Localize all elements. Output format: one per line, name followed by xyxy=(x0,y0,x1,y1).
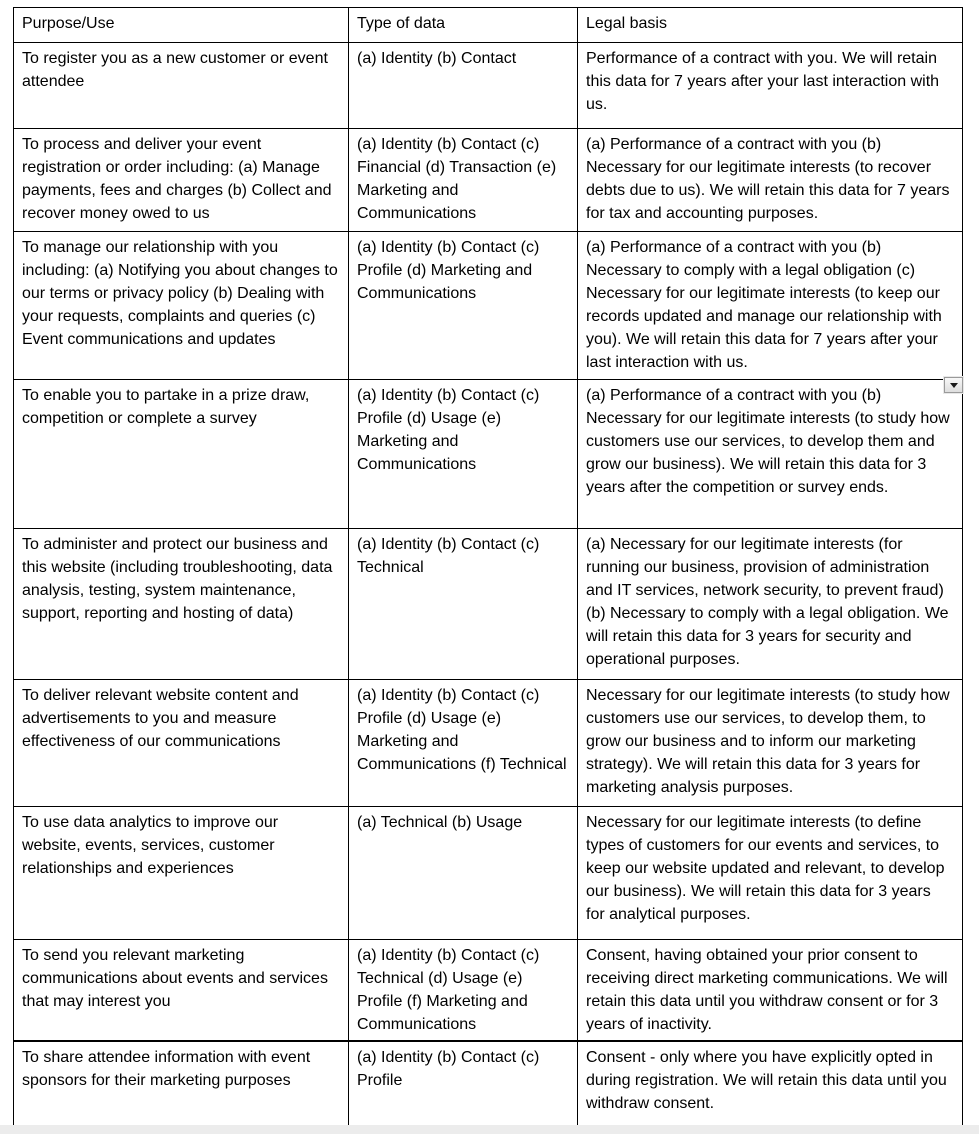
legal-basis-cell: (a) Performance of a contract with you (b) Necessary to comply with a legal obligation (c) Necessary for our legitimate interests (to keep our records updated and manage our relationship with you). We will retain this data for 7 years after your last interaction with us. xyxy=(578,232,963,380)
purpose-cell: To deliver relevant website content and advertisements to you and measure effectiveness of our communications xyxy=(14,680,349,807)
purpose-cell: To enable you to partake in a prize draw, competition or complete a survey xyxy=(14,380,349,529)
legal-basis-cell: Consent, having obtained your prior consent to receiving direct marketing communications. We will retain this data until you withdraw consent or for 3 years of inactivity. xyxy=(578,940,963,1042)
column-header-legal-basis: Legal basis xyxy=(578,8,963,43)
table-row xyxy=(14,1041,963,1126)
purpose-cell: To share attendee information with event sponsors for their marketing purposes xyxy=(14,1041,349,1126)
chevron-down-icon xyxy=(950,383,958,388)
table-row xyxy=(14,129,963,232)
type-of-data-cell: (a) Identity (b) Contact (c) Profile xyxy=(349,1041,578,1126)
legal-basis-cell: (a) Performance of a contract with you (b) Necessary for our legitimate interests (to study how customers use our services, to develop them and grow our business). We will retain this data for 3 years after the competition or survey ends. xyxy=(578,380,963,529)
purpose-cell: To register you as a new customer or event attendee xyxy=(14,43,349,129)
type-of-data-cell: (a) Identity (b) Contact (c) Technical (d) Usage (e) Profile (f) Marketing and Communications xyxy=(349,940,578,1042)
type-of-data-cell: (a) Identity (b) Contact (c) Profile (d) Usage (e) Marketing and Communications (f) Technical xyxy=(349,680,578,807)
privacy-purposes-table xyxy=(13,7,963,1127)
purpose-cell: To administer and protect our business and this website (including troubleshooting, data analysis, testing, system maintenance, support, reporting and hosting of data) xyxy=(14,529,349,680)
purpose-cell: To manage our relationship with you including: (a) Notifying you about changes to our terms or privacy policy (b) Dealing with your requests, complaints and queries (c) Event communications and updates xyxy=(14,232,349,380)
type-of-data-cell: (a) Identity (b) Contact (c) Profile (d) Marketing and Communications xyxy=(349,232,578,380)
table-row xyxy=(14,43,963,129)
legal-basis-cell: Necessary for our legitimate interests (to study how customers use our services, to develop them, to grow our business and to inform our marketing strategy). We will retain this data for 3 years for marketing analysis purposes. xyxy=(578,680,963,807)
legal-basis-cell: (a) Performance of a contract with you (b) Necessary for our legitimate interests (to recover debts due to us). We will retain this data for 7 years for tax and accounting purposes. xyxy=(578,129,963,232)
purpose-cell: To use data analytics to improve our website, events, services, customer relationships and experiences xyxy=(14,807,349,940)
table-row xyxy=(14,529,963,680)
legal-basis-cell: Necessary for our legitimate interests (to define types of customers for our events and services, to keep our website updated and relevant, to develop our business). We will retain this data for 3 years for analytical purposes. xyxy=(578,807,963,940)
column-header-purpose: Purpose/Use xyxy=(14,8,349,43)
type-of-data-cell: (a) Identity (b) Contact xyxy=(349,43,578,129)
type-of-data-cell: (a) Identity (b) Contact (c) Financial (d) Transaction (e) Marketing and Communications xyxy=(349,129,578,232)
legal-basis-cell: Consent - only where you have explicitly opted in during registration. We will retain this data until you withdraw consent. xyxy=(578,1041,963,1126)
dropdown-arrow-button[interactable] xyxy=(944,377,963,393)
legal-basis-cell: Performance of a contract with you. We will retain this data for 7 years after your last interaction with us. xyxy=(578,43,963,129)
page-edge-strip xyxy=(0,1125,979,1134)
type-of-data-cell: (a) Identity (b) Contact (c) Technical xyxy=(349,529,578,680)
purpose-cell: To send you relevant marketing communications about events and services that may interest you xyxy=(14,940,349,1042)
purpose-cell: To process and deliver your event registration or order including: (a) Manage payments, fees and charges (b) Collect and recover money owed to us xyxy=(14,129,349,232)
table-row xyxy=(14,232,963,380)
type-of-data-cell: (a) Identity (b) Contact (c) Profile (d) Usage (e) Marketing and Communications xyxy=(349,380,578,529)
column-header-type-of-data: Type of data xyxy=(349,8,578,43)
table-row xyxy=(14,380,963,529)
table-row xyxy=(14,940,963,1042)
legal-basis-cell: (a) Necessary for our legitimate interests (for running our business, provision of administration and IT services, network security, to prevent fraud) (b) Necessary to comply with a legal obligation. We will retain this data for 3 years for security and operational purposes. xyxy=(578,529,963,680)
table-row xyxy=(14,807,963,940)
table-header-row xyxy=(14,8,963,43)
type-of-data-cell: (a) Technical (b) Usage xyxy=(349,807,578,940)
table-row xyxy=(14,680,963,807)
